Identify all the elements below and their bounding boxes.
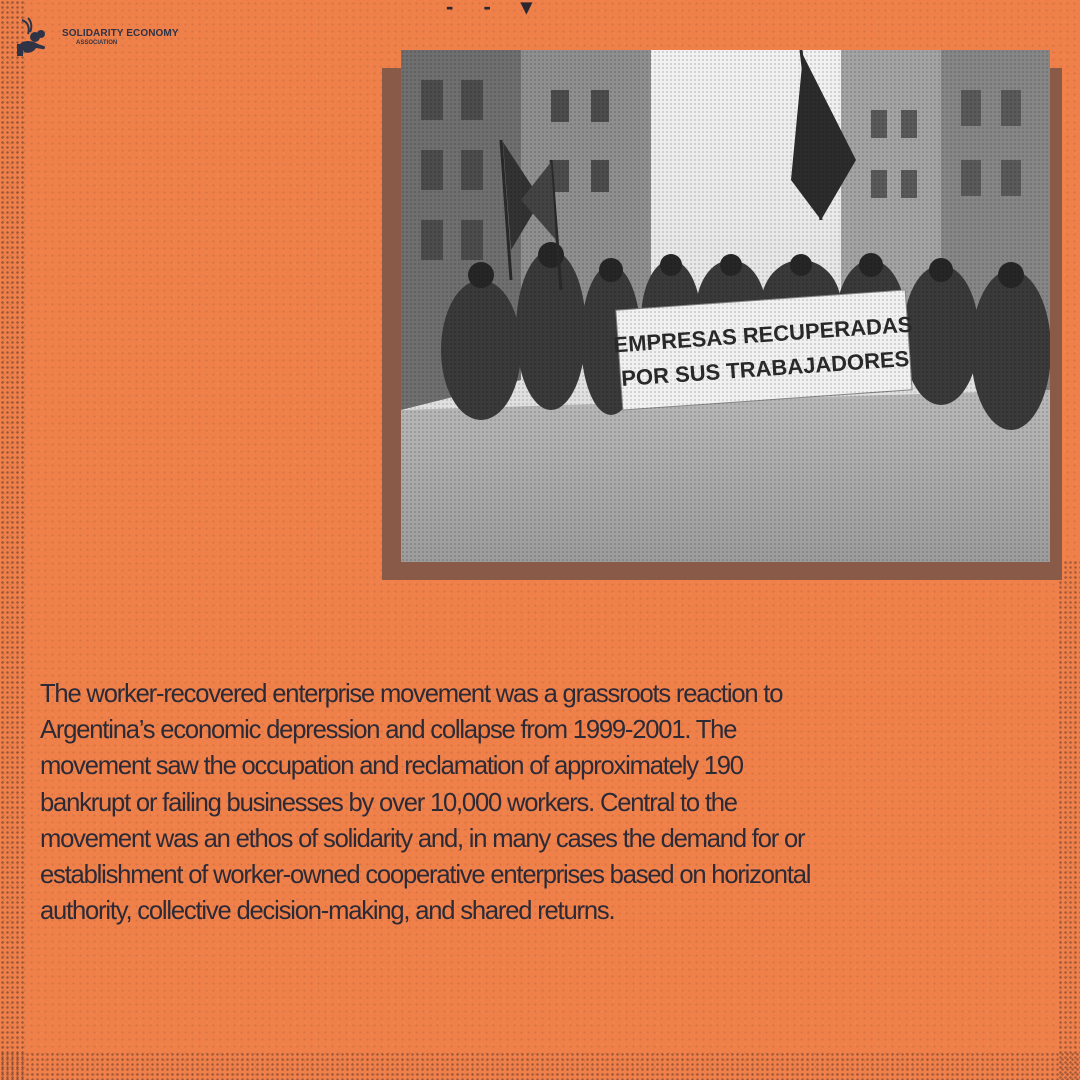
protest-photo <box>401 50 1050 562</box>
body-paragraph: The worker-recovered enterprise movement was a grassroots reaction to Argentina’s economic depression and collapse from 1999-2001. The movement saw the occupation and reclamation of approximately 190 bankrupt or failing businesses by over 10,000 workers. Central to the movement was an ethos of solidarity and, in many cases the demand for or establishment of worker-owned cooperative enterprises based on horizontal authority, collective decision-making, and shared returns. <box>40 680 811 926</box>
brand-name-subtitle: ASSOCIATION <box>76 39 118 46</box>
top-edge-marks: - - ▾ <box>446 0 544 19</box>
right-edge-grain <box>1058 560 1080 1080</box>
hand-flower-icon <box>14 14 60 60</box>
brand-name: SOLIDARITY ECONOMY <box>62 27 179 39</box>
left-edge-grain <box>0 0 26 1080</box>
brand-logo <box>14 14 179 60</box>
bottom-edge-grain <box>0 1052 1080 1080</box>
